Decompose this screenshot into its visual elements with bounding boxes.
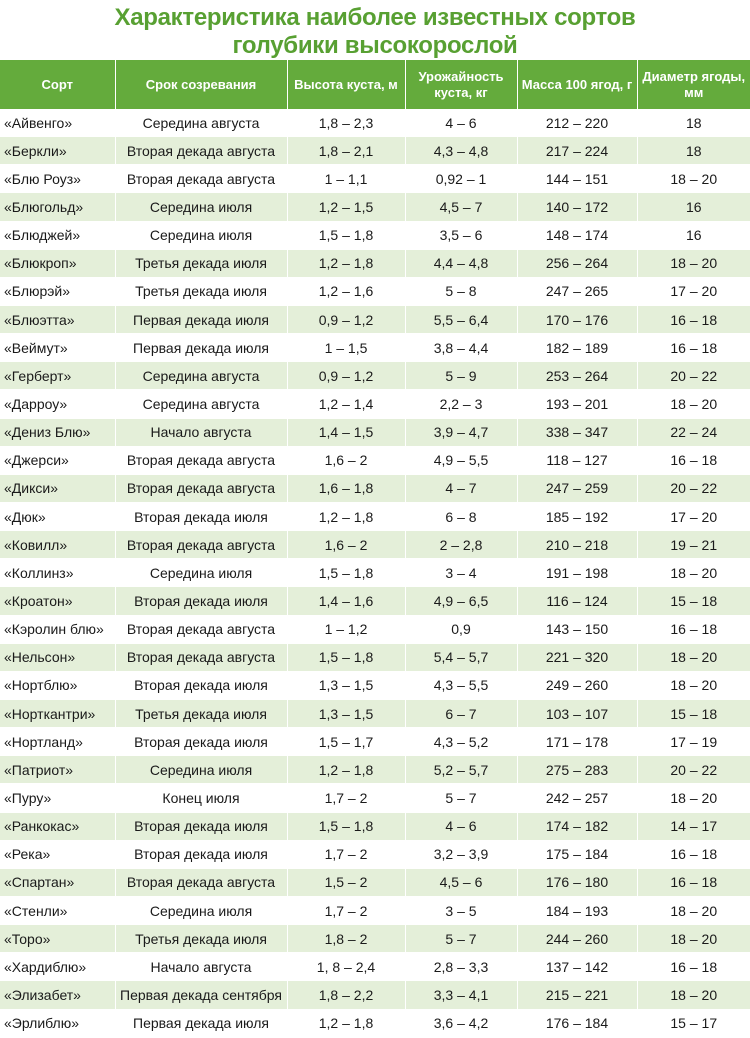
cell-diameter: 18: [637, 137, 750, 165]
cell-variety: «Дикси»: [0, 474, 115, 502]
cell-variety: «Блюрэй»: [0, 277, 115, 305]
cell-ripening: Первая декада июля: [115, 1009, 287, 1037]
cell-ripening: Вторая декада июля: [115, 812, 287, 840]
cell-mass: 182 – 189: [517, 334, 637, 362]
cell-yield: 0,9: [405, 615, 517, 643]
cell-mass: 140 – 172: [517, 193, 637, 221]
cell-ripening: Середина июля: [115, 559, 287, 587]
cell-variety: «Нортланд»: [0, 728, 115, 756]
cell-mass: 191 – 198: [517, 559, 637, 587]
table-body: [0, 109, 750, 1037]
cell-diameter: 15 – 18: [637, 587, 750, 615]
cell-ripening: Первая декада сентября: [115, 981, 287, 1009]
table-row: [0, 868, 750, 896]
title-line-2: голубики высокорослой: [232, 32, 518, 59]
cell-diameter: 16 – 18: [637, 953, 750, 981]
cell-diameter: 17 – 20: [637, 502, 750, 530]
column-header-ripening: Срок созревания: [115, 60, 287, 109]
cell-yield: 5 – 7: [405, 784, 517, 812]
cell-mass: 256 – 264: [517, 249, 637, 277]
cell-mass: 185 – 192: [517, 502, 637, 530]
cell-yield: 4,5 – 7: [405, 193, 517, 221]
table-row: [0, 221, 750, 249]
cell-yield: 4,5 – 6: [405, 868, 517, 896]
cell-variety: «Коллинз»: [0, 559, 115, 587]
cell-mass: 116 – 124: [517, 587, 637, 615]
table-row: [0, 418, 750, 446]
column-header-variety: Сорт: [0, 60, 115, 109]
cell-variety: «Блюджей»: [0, 221, 115, 249]
cell-height: 1,6 – 2: [287, 531, 405, 559]
cell-variety: «Хардиблю»: [0, 953, 115, 981]
cell-yield: 3,9 – 4,7: [405, 418, 517, 446]
cell-ripening: Середина августа: [115, 109, 287, 137]
cell-height: 1,2 – 1,8: [287, 1009, 405, 1037]
cell-yield: 4,4 – 4,8: [405, 249, 517, 277]
cell-ripening: Вторая декада августа: [115, 137, 287, 165]
cell-yield: 4,3 – 5,2: [405, 728, 517, 756]
cell-height: 1 – 1,2: [287, 615, 405, 643]
table-row: [0, 137, 750, 165]
cell-ripening: Третья декада июля: [115, 699, 287, 727]
cell-ripening: Середина июля: [115, 896, 287, 924]
cell-yield: 4 – 6: [405, 109, 517, 137]
table-row: [0, 728, 750, 756]
cell-variety: «Дюк»: [0, 502, 115, 530]
table-row: [0, 981, 750, 1009]
column-header-height: Высота куста, м: [287, 60, 405, 109]
cell-height: 1,5 – 1,7: [287, 728, 405, 756]
cell-yield: 3,6 – 4,2: [405, 1009, 517, 1037]
cell-diameter: 16: [637, 221, 750, 249]
cell-mass: 253 – 264: [517, 362, 637, 390]
column-header-diameter: Диаметр ягоды, мм: [637, 60, 750, 109]
cell-diameter: 16 – 18: [637, 305, 750, 333]
cell-diameter: 16 – 18: [637, 334, 750, 362]
table-header: [0, 60, 750, 109]
table-row: [0, 305, 750, 333]
cell-mass: 171 – 178: [517, 728, 637, 756]
cell-ripening: Вторая декада июля: [115, 587, 287, 615]
cell-mass: 244 – 260: [517, 925, 637, 953]
cell-mass: 175 – 184: [517, 840, 637, 868]
cell-variety: «Река»: [0, 840, 115, 868]
cell-ripening: Первая декада июля: [115, 334, 287, 362]
cell-yield: 5 – 7: [405, 925, 517, 953]
cell-variety: «Блюэтта»: [0, 305, 115, 333]
cell-height: 1,5 – 1,8: [287, 559, 405, 587]
cell-variety: «Беркли»: [0, 137, 115, 165]
cell-mass: 242 – 257: [517, 784, 637, 812]
cell-ripening: Вторая декада августа: [115, 446, 287, 474]
cell-variety: «Нельсон»: [0, 643, 115, 671]
cell-ripening: Конец июля: [115, 784, 287, 812]
cell-variety: «Веймут»: [0, 334, 115, 362]
cell-ripening: Начало августа: [115, 418, 287, 446]
cell-diameter: 17 – 20: [637, 277, 750, 305]
cell-ripening: Вторая декада августа: [115, 868, 287, 896]
cell-variety: «Блюкроп»: [0, 249, 115, 277]
cell-variety: «Ранкокас»: [0, 812, 115, 840]
cell-variety: «Дарроу»: [0, 390, 115, 418]
cell-height: 1 – 1,1: [287, 165, 405, 193]
cell-height: 1,7 – 2: [287, 784, 405, 812]
cell-diameter: 16 – 18: [637, 840, 750, 868]
cell-yield: 5,2 – 5,7: [405, 756, 517, 784]
cell-variety: «Эрлиблю»: [0, 1009, 115, 1037]
cell-height: 1,7 – 2: [287, 840, 405, 868]
cell-height: 1,7 – 2: [287, 896, 405, 924]
cell-height: 1,3 – 1,5: [287, 671, 405, 699]
cell-mass: 193 – 201: [517, 390, 637, 418]
table-row: [0, 925, 750, 953]
cell-diameter: 16: [637, 193, 750, 221]
cell-mass: 144 – 151: [517, 165, 637, 193]
cell-variety: «Дениз Блю»: [0, 418, 115, 446]
table-row: [0, 193, 750, 221]
cell-mass: 338 – 347: [517, 418, 637, 446]
cell-mass: 170 – 176: [517, 305, 637, 333]
table-row: [0, 165, 750, 193]
cell-yield: 3,3 – 4,1: [405, 981, 517, 1009]
table-row: [0, 953, 750, 981]
cell-mass: 247 – 259: [517, 474, 637, 502]
cell-height: 1,2 – 1,8: [287, 249, 405, 277]
table-row: [0, 812, 750, 840]
cell-variety: «Кэролин блю»: [0, 615, 115, 643]
cell-height: 1,8 – 2: [287, 925, 405, 953]
cell-mass: 137 – 142: [517, 953, 637, 981]
cell-height: 1,2 – 1,4: [287, 390, 405, 418]
cell-diameter: 19 – 21: [637, 531, 750, 559]
cell-variety: «Айвенго»: [0, 109, 115, 137]
cell-diameter: 18 – 20: [637, 896, 750, 924]
cell-mass: 212 – 220: [517, 109, 637, 137]
cell-yield: 3,8 – 4,4: [405, 334, 517, 362]
cell-height: 0,9 – 1,2: [287, 362, 405, 390]
cell-variety: «Нортблю»: [0, 671, 115, 699]
table-row: [0, 643, 750, 671]
cell-height: 1 – 1,5: [287, 334, 405, 362]
cell-yield: 4,3 – 4,8: [405, 137, 517, 165]
cell-diameter: 18 – 20: [637, 643, 750, 671]
table-row: [0, 784, 750, 812]
cell-mass: 176 – 180: [517, 868, 637, 896]
cell-variety: «Герберт»: [0, 362, 115, 390]
cell-height: 1,5 – 1,8: [287, 221, 405, 249]
cell-yield: 3,5 – 6: [405, 221, 517, 249]
cell-diameter: 17 – 19: [637, 728, 750, 756]
cell-mass: 148 – 174: [517, 221, 637, 249]
cell-mass: 184 – 193: [517, 896, 637, 924]
table-row: [0, 531, 750, 559]
cell-mass: 143 – 150: [517, 615, 637, 643]
cell-ripening: Вторая декада июля: [115, 728, 287, 756]
cell-mass: 176 – 184: [517, 1009, 637, 1037]
page-title: [0, 0, 750, 60]
cell-yield: 3 – 4: [405, 559, 517, 587]
cell-height: 0,9 – 1,2: [287, 305, 405, 333]
cell-mass: 210 – 218: [517, 531, 637, 559]
column-header-mass: Масса 100 ягод, г: [517, 60, 637, 109]
cell-diameter: 18 – 20: [637, 784, 750, 812]
cell-height: 1,6 – 1,8: [287, 474, 405, 502]
cell-ripening: Вторая декада августа: [115, 643, 287, 671]
cell-diameter: 20 – 22: [637, 756, 750, 784]
cell-ripening: Вторая декада августа: [115, 474, 287, 502]
cell-yield: 5 – 8: [405, 277, 517, 305]
cell-yield: 2,2 – 3: [405, 390, 517, 418]
cell-variety: «Джерси»: [0, 446, 115, 474]
cell-height: 1,8 – 2,3: [287, 109, 405, 137]
cell-height: 1,6 – 2: [287, 446, 405, 474]
cell-variety: «Ковилл»: [0, 531, 115, 559]
table-row: [0, 756, 750, 784]
cell-ripening: Середина июля: [115, 221, 287, 249]
table-row: [0, 699, 750, 727]
cell-mass: 247 – 265: [517, 277, 637, 305]
table-row: [0, 502, 750, 530]
table-row: [0, 896, 750, 924]
cell-height: 1,2 – 1,8: [287, 756, 405, 784]
cell-yield: 2 – 2,8: [405, 531, 517, 559]
cell-yield: 4,9 – 6,5: [405, 587, 517, 615]
cell-yield: 5 – 9: [405, 362, 517, 390]
cell-height: 1,3 – 1,5: [287, 699, 405, 727]
cell-mass: 275 – 283: [517, 756, 637, 784]
cell-diameter: 22 – 24: [637, 418, 750, 446]
cell-ripening: Середина августа: [115, 390, 287, 418]
cell-yield: 4,9 – 5,5: [405, 446, 517, 474]
cell-yield: 5,4 – 5,7: [405, 643, 517, 671]
cell-diameter: 16 – 18: [637, 446, 750, 474]
varieties-table: [0, 60, 750, 1038]
cell-ripening: Середина июля: [115, 193, 287, 221]
cell-mass: 221 – 320: [517, 643, 637, 671]
cell-diameter: 18 – 20: [637, 925, 750, 953]
cell-yield: 5,5 – 6,4: [405, 305, 517, 333]
table-row: [0, 474, 750, 502]
cell-mass: 215 – 221: [517, 981, 637, 1009]
cell-height: 1,4 – 1,5: [287, 418, 405, 446]
table-row: [0, 1009, 750, 1037]
cell-diameter: 14 – 17: [637, 812, 750, 840]
cell-ripening: Середина августа: [115, 362, 287, 390]
cell-height: 1,5 – 1,8: [287, 812, 405, 840]
cell-ripening: Вторая декада июля: [115, 840, 287, 868]
table-row: [0, 446, 750, 474]
cell-diameter: 16 – 18: [637, 868, 750, 896]
table-row: [0, 840, 750, 868]
cell-variety: «Блю Роуз»: [0, 165, 115, 193]
cell-mass: 249 – 260: [517, 671, 637, 699]
cell-height: 1,5 – 2: [287, 868, 405, 896]
cell-height: 1,2 – 1,6: [287, 277, 405, 305]
cell-diameter: 20 – 22: [637, 474, 750, 502]
cell-ripening: Вторая декада августа: [115, 615, 287, 643]
cell-variety: «Спартан»: [0, 868, 115, 896]
cell-ripening: Вторая декада июля: [115, 671, 287, 699]
cell-yield: 0,92 – 1: [405, 165, 517, 193]
cell-mass: 217 – 224: [517, 137, 637, 165]
table-row: [0, 249, 750, 277]
cell-ripening: Первая декада июля: [115, 305, 287, 333]
table-row: [0, 671, 750, 699]
table-row: [0, 334, 750, 362]
cell-diameter: 18 – 20: [637, 165, 750, 193]
table-row: [0, 559, 750, 587]
cell-variety: «Стенли»: [0, 896, 115, 924]
cell-mass: 118 – 127: [517, 446, 637, 474]
cell-diameter: 15 – 17: [637, 1009, 750, 1037]
table-row: [0, 109, 750, 137]
title-line-1: Характеристика наиболее известных сортов: [114, 4, 636, 31]
table-row: [0, 615, 750, 643]
cell-ripening: Вторая декада августа: [115, 165, 287, 193]
cell-ripening: Третья декада июля: [115, 277, 287, 305]
cell-variety: «Кроатон»: [0, 587, 115, 615]
table-row: [0, 277, 750, 305]
cell-yield: 4,3 – 5,5: [405, 671, 517, 699]
cell-diameter: 18 – 20: [637, 981, 750, 1009]
cell-yield: 2,8 – 3,3: [405, 953, 517, 981]
cell-diameter: 16 – 18: [637, 615, 750, 643]
cell-mass: 103 – 107: [517, 699, 637, 727]
cell-yield: 3,2 – 3,9: [405, 840, 517, 868]
cell-ripening: Середина июля: [115, 756, 287, 784]
cell-variety: «Пуру»: [0, 784, 115, 812]
cell-diameter: 20 – 22: [637, 362, 750, 390]
cell-yield: 4 – 6: [405, 812, 517, 840]
cell-yield: 4 – 7: [405, 474, 517, 502]
cell-height: 1,4 – 1,6: [287, 587, 405, 615]
cell-ripening: Третья декада июля: [115, 925, 287, 953]
cell-ripening: Вторая декада августа: [115, 531, 287, 559]
table-row: [0, 390, 750, 418]
cell-yield: 6 – 7: [405, 699, 517, 727]
cell-mass: 174 – 182: [517, 812, 637, 840]
cell-diameter: 18: [637, 109, 750, 137]
cell-height: 1,8 – 2,2: [287, 981, 405, 1009]
cell-yield: 6 – 8: [405, 502, 517, 530]
table-row: [0, 362, 750, 390]
cell-variety: «Блюгольд»: [0, 193, 115, 221]
cell-ripening: Третья декада июля: [115, 249, 287, 277]
cell-ripening: Вторая декада июля: [115, 502, 287, 530]
cell-variety: «Элизабет»: [0, 981, 115, 1009]
cell-height: 1,2 – 1,5: [287, 193, 405, 221]
cell-height: 1,2 – 1,8: [287, 502, 405, 530]
cell-height: 1, 8 – 2,4: [287, 953, 405, 981]
cell-diameter: 18 – 20: [637, 671, 750, 699]
cell-height: 1,5 – 1,8: [287, 643, 405, 671]
column-header-yield: Урожайность куста, кг: [405, 60, 517, 109]
cell-diameter: 18 – 20: [637, 390, 750, 418]
cell-diameter: 15 – 18: [637, 699, 750, 727]
cell-variety: «Торо»: [0, 925, 115, 953]
cell-yield: 3 – 5: [405, 896, 517, 924]
cell-diameter: 18 – 20: [637, 249, 750, 277]
cell-diameter: 18 – 20: [637, 559, 750, 587]
cell-ripening: Начало августа: [115, 953, 287, 981]
cell-variety: «Патриот»: [0, 756, 115, 784]
cell-height: 1,8 – 2,1: [287, 137, 405, 165]
header-row: [0, 60, 750, 109]
table-row: [0, 587, 750, 615]
cell-variety: «Норткантри»: [0, 699, 115, 727]
